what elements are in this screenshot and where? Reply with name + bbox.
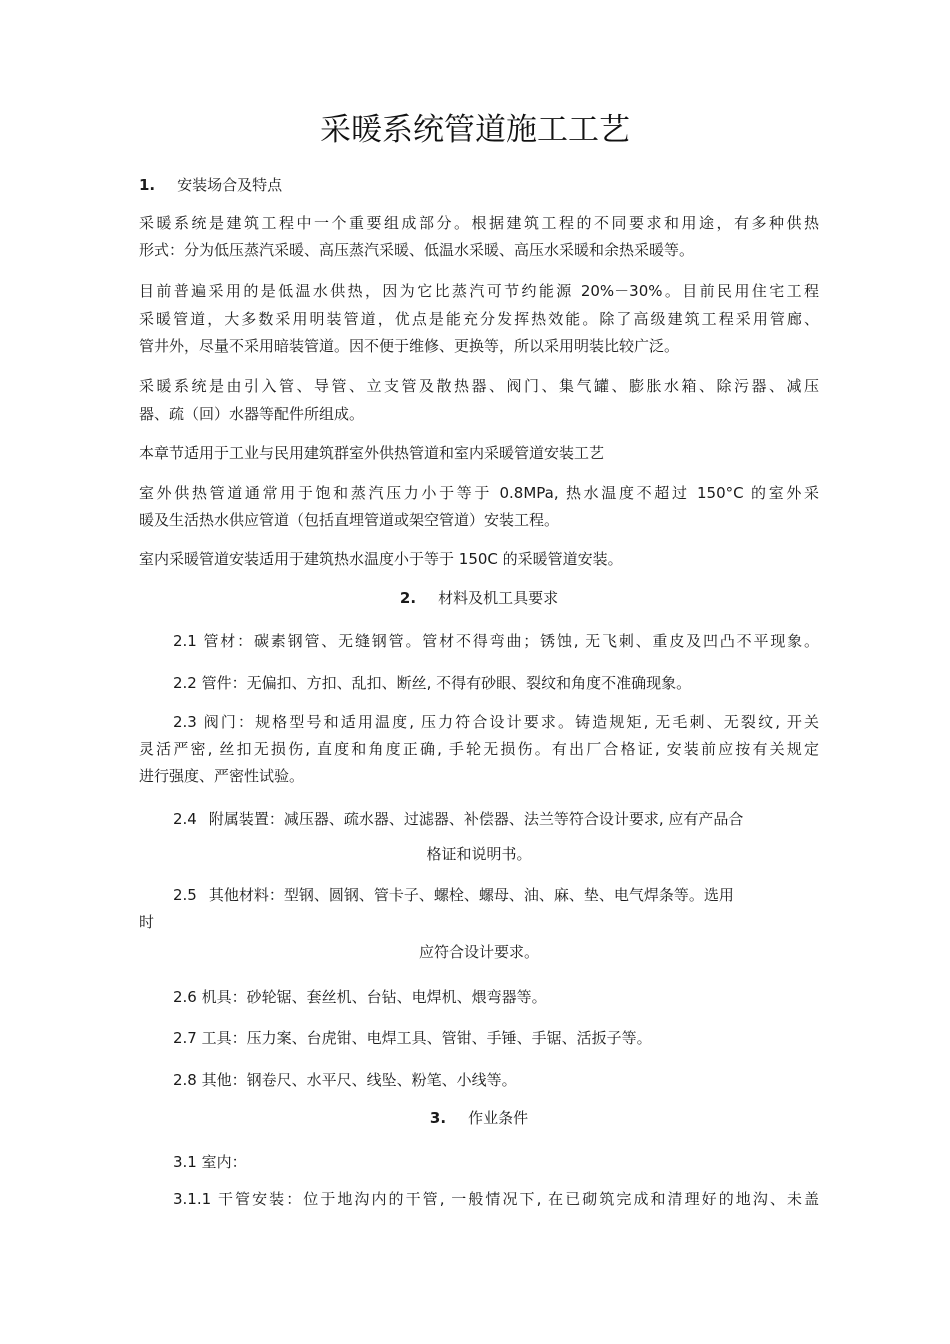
section-3-heading bbox=[139, 1107, 819, 1129]
paragraph-line: 管井外，尽量不采用暗装管道。因不便于维修、更换等，所以采用明装比较广泛。 bbox=[139, 337, 680, 355]
list-item: 时 bbox=[139, 913, 155, 931]
paragraph-line: 采暖系统是由引入管、导管、立支管及散热器、阀门、集气罐、膨胀水箱、除污器、减压 bbox=[139, 377, 819, 395]
section-title: 安装场合及特点 bbox=[177, 176, 283, 194]
list-item bbox=[173, 884, 819, 906]
list-item: 灵活严密, 丝扣无损伤, 直度和角度正确, 手轮无损伤。有出厂合格证, 安装前应按有关规定 bbox=[139, 740, 819, 758]
list-item: 进行强度、严密性试验。 bbox=[139, 767, 305, 785]
list-item: 3.1.1 干管安装：位于地沟内的干管, 一般情况下, 在已砌筑完成和清理好的地沟、未盖 bbox=[173, 1190, 819, 1208]
list-item: 应符合设计要求。 bbox=[418, 943, 539, 961]
section-title: 作业条件 bbox=[468, 1109, 529, 1127]
list-item: 2.2 管件：无偏扣、方扣、乱扣、断丝, 不得有砂眼、裂纹和角度不准确现象。 bbox=[173, 674, 692, 692]
paragraph-line: 采暖管道，大多数采用明装管道，优点是能充分发挥热效能。除了高级建筑工程采用管廊、 bbox=[139, 310, 819, 328]
section-number: 1. bbox=[139, 176, 156, 194]
list-item: 2.1 管材：碳素钢管、无缝钢管。管材不得弯曲；锈蚀, 无飞刺、重皮及凹凸不平现象。 bbox=[173, 632, 819, 650]
list-item: 2.8 其他：钢卷尺、水平尺、线坠、粉笔、小线等。 bbox=[173, 1071, 517, 1089]
section-number: 2. bbox=[399, 589, 417, 607]
item-number: 2.5 bbox=[173, 886, 197, 904]
paragraph-line: 采暖系统是建筑工程中一个重要组成部分。根据建筑工程的不同要求和用途，有多种供热 bbox=[139, 214, 819, 232]
list-item: 2.3 阀门：规格型号和适用温度, 压力符合设计要求。铸造规矩, 无毛刺、无裂纹, 开关 bbox=[173, 713, 819, 731]
list-item: 2.7 工具：压力案、台虎钳、电焊工具、管钳、手锤、手锯、活扳子等。 bbox=[173, 1029, 652, 1047]
list-item: 格证和说明书。 bbox=[426, 845, 532, 863]
section-number: 3. bbox=[429, 1109, 447, 1127]
item-text: 附属装置：减压器、疏水器、过滤器、补偿器、法兰等符合设计要求, 应有产品合 bbox=[208, 810, 744, 828]
page-title: 采暖系统管道施工工艺 bbox=[320, 112, 630, 148]
paragraph-line: 器、疏（回）水器等配件所组成。 bbox=[139, 405, 365, 423]
paragraph-line: 暖及生活热水供应管道（包括直埋管道或架空管道）安装工程。 bbox=[139, 511, 560, 529]
list-item bbox=[173, 808, 819, 830]
item-text: 其他材料：型钢、圆钢、管卡子、螺栓、螺母、油、麻、垫、电气焊条等。选用 bbox=[208, 886, 734, 904]
paragraph-line: 目前普遍采用的是低温水供热，因为它比蒸汽可节约能源 20%－30%。目前民用住宅工程 bbox=[139, 282, 819, 300]
paragraph-line: 本章节适用于工业与民用建筑群室外供热管道和室内采暖管道安装工艺 bbox=[139, 444, 605, 462]
section-2-heading bbox=[139, 587, 819, 609]
list-item: 2.6 机具：砂轮锯、套丝机、台钻、电焊机、煨弯器等。 bbox=[173, 988, 547, 1006]
paragraph-line: 形式：分为低压蒸汽采暖、高压蒸汽采暖、低温水采暖、高压水采暖和余热采暖等。 bbox=[139, 241, 695, 259]
section-title: 材料及机工具要求 bbox=[438, 589, 559, 607]
paragraph-line: 室内采暖管道安装适用于建筑热水温度小于等于 150C 的采暖管道安装。 bbox=[139, 550, 623, 568]
item-number: 2.4 bbox=[173, 810, 197, 828]
section-1-heading bbox=[139, 174, 819, 196]
paragraph-line: 室外供热管道通常用于饱和蒸汽压力小于等于 0.8MPa, 热水温度不超过 150°C 的室外采 bbox=[139, 484, 819, 502]
list-item: 3.1 室内： bbox=[173, 1153, 247, 1171]
